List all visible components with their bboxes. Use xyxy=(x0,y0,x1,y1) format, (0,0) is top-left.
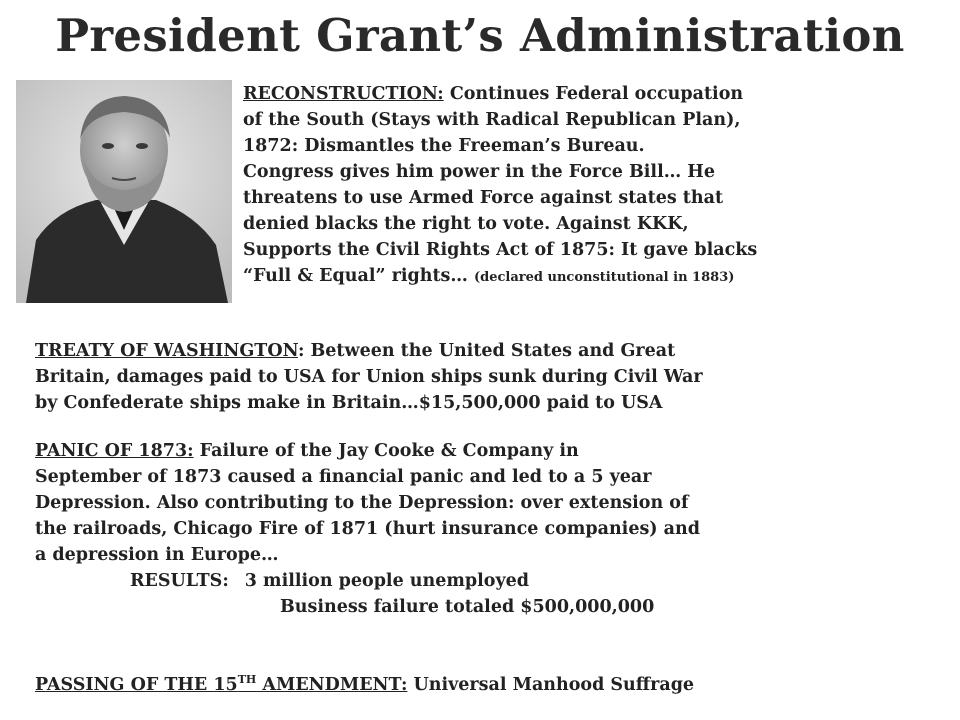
panic-line: Failure of the Jay Cooke & Company in xyxy=(193,441,579,461)
result-item: Business failure totaled $500,000,000 xyxy=(280,597,655,617)
panic-heading: PANIC OF 1873: xyxy=(35,441,194,461)
panic-line: a depression in Europe… xyxy=(35,545,279,565)
panic-line: September of 1873 caused a financial panic and led to a 5 year xyxy=(35,467,652,487)
reconstruction-note: (declared unconstitutional in 1883) xyxy=(474,270,735,285)
amendment-heading-pre: PASSING OF THE 15 xyxy=(35,675,238,695)
reconstruction-line: threatens to use Armed Force against states that xyxy=(243,188,724,208)
amendment-heading-post: AMENDMENT: xyxy=(256,675,408,695)
treaty-line: Britain, damages paid to USA for Union ships sunk during Civil War xyxy=(35,367,703,387)
reconstruction-line: Congress gives him power in the Force Bill… He xyxy=(243,162,715,182)
page-title: President Grant’s Administration xyxy=(55,9,905,62)
reconstruction-line: 1872: Dismantles the Freeman’s Bureau. xyxy=(243,136,645,156)
reconstruction-line: of the South (Stays with Radical Republican Plan), xyxy=(243,110,741,130)
reconstruction-line: denied blacks the right to vote. Against KKK, xyxy=(243,214,689,234)
amendment-heading xyxy=(35,675,407,695)
panic-section xyxy=(35,438,700,620)
amendment-heading-sup: TH xyxy=(237,673,257,687)
results-label: RESULTS: xyxy=(130,571,229,591)
portrait-photo xyxy=(16,80,232,303)
reconstruction-line: Continues Federal occupation xyxy=(443,84,744,104)
reconstruction-section xyxy=(243,81,757,291)
portrait-photo-icon xyxy=(16,80,232,303)
treaty-line: by Confederate ships make in Britain…$15,500,000 paid to USA xyxy=(35,393,663,413)
treaty-section xyxy=(35,338,703,416)
amendment-section xyxy=(35,672,694,698)
reconstruction-line: “Full & Equal” rights… xyxy=(243,266,474,286)
panic-line: the railroads, Chicago Fire of 1871 (hurt insurance companies) and xyxy=(35,519,700,539)
amendment-text: Universal Manhood Suffrage xyxy=(407,675,695,695)
treaty-heading: TREATY OF WASHINGTON xyxy=(35,341,298,361)
reconstruction-line: Supports the Civil Rights Act of 1875: It gave blacks xyxy=(243,240,758,260)
panic-line: Depression. Also contributing to the Depression: over extension of xyxy=(35,493,689,513)
treaty-line: : Between the United States and Great xyxy=(297,341,676,361)
reconstruction-heading: RECONSTRUCTION: xyxy=(243,84,444,104)
result-item: 3 million people unemployed xyxy=(244,571,529,591)
